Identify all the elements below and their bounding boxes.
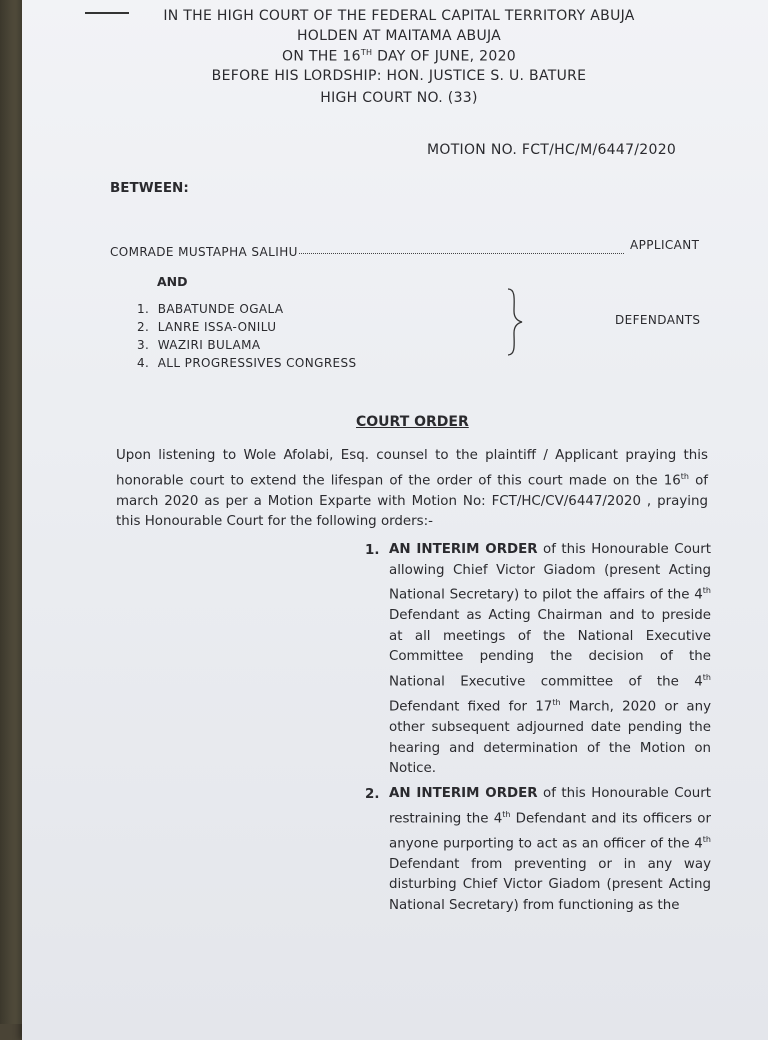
holden-line: HOLDEN AT MAITAMA ABUJA — [296, 28, 502, 44]
curly-brace-icon — [500, 287, 530, 357]
order-item: AN INTERIM ORDER of this Honourable Court allowing Chief Victor Giadom (present Acting National Secretary) to pilot the affairs of the 4th Defendant as Acting Chairman and to preside at all meetings of the National Executive Committee pending the decision of the National Executive committee of the 4th Defendant fixed for 17th March, 2020 or any other subsequent adjourned date pending the hearing and determination of the Motion on Notice. — [389, 542, 711, 777]
applicant-name: COMRADE MUSTAPHA SALIHU — [110, 245, 298, 259]
order-item-number: 1. — [365, 543, 380, 558]
court-heading: IN THE HIGH COURT OF THE FEDERAL CAPITAL TERRITORY ABUJA — [163, 8, 635, 24]
date-line: ON THE 16TH DAY OF JUNE, 2020 — [282, 48, 516, 65]
defendant-item: 1. BABATUNDE OGALA — [137, 302, 284, 316]
defendant-item: 4. ALL PROGRESSIVES CONGRESS — [137, 356, 357, 370]
defendants-role: DEFENDANTS — [615, 313, 701, 327]
intro-paragraph: Upon listening to Wole Afolabi, Esq. counsel to the plaintiff / Applicant praying this honorable court to extend the lifespan of the order of this court made on the 16th of march 2020 as per a Motion Exparte with Motion No: FCT/HC/CV/6447/2020 , praying this Honourable Court for the following orders:- — [116, 448, 709, 530]
defendant-item: 2. LANRE ISSA-ONILU — [137, 320, 277, 334]
court-order-title: COURT ORDER — [356, 414, 469, 430]
applicant-leader-dots — [299, 252, 624, 254]
judge-line: BEFORE HIS LORDSHIP: HON. JUSTICE S. U. BATURE — [211, 68, 587, 84]
applicant-role: APPLICANT — [630, 238, 700, 252]
top-left-rule — [85, 12, 129, 14]
motion-number: MOTION NO. FCT/HC/M/6447/2020 — [427, 142, 677, 158]
court-number: HIGH COURT NO. (33) — [320, 90, 478, 106]
order-item: AN INTERIM ORDER of this Honourable Court restraining the 4th Defendant and its officers or anyone purporting to act as an officer of the 4th Defendant from preventing or in any way disturbing Chief Victor Giadom (present Acting National Secretary) from functioning as the — [389, 786, 712, 913]
defendant-item: 3. WAZIRI BULAMA — [137, 338, 261, 352]
between-label: BETWEEN: — [110, 180, 189, 196]
and-label: AND — [157, 274, 188, 289]
order-item-number: 2. — [365, 787, 380, 802]
